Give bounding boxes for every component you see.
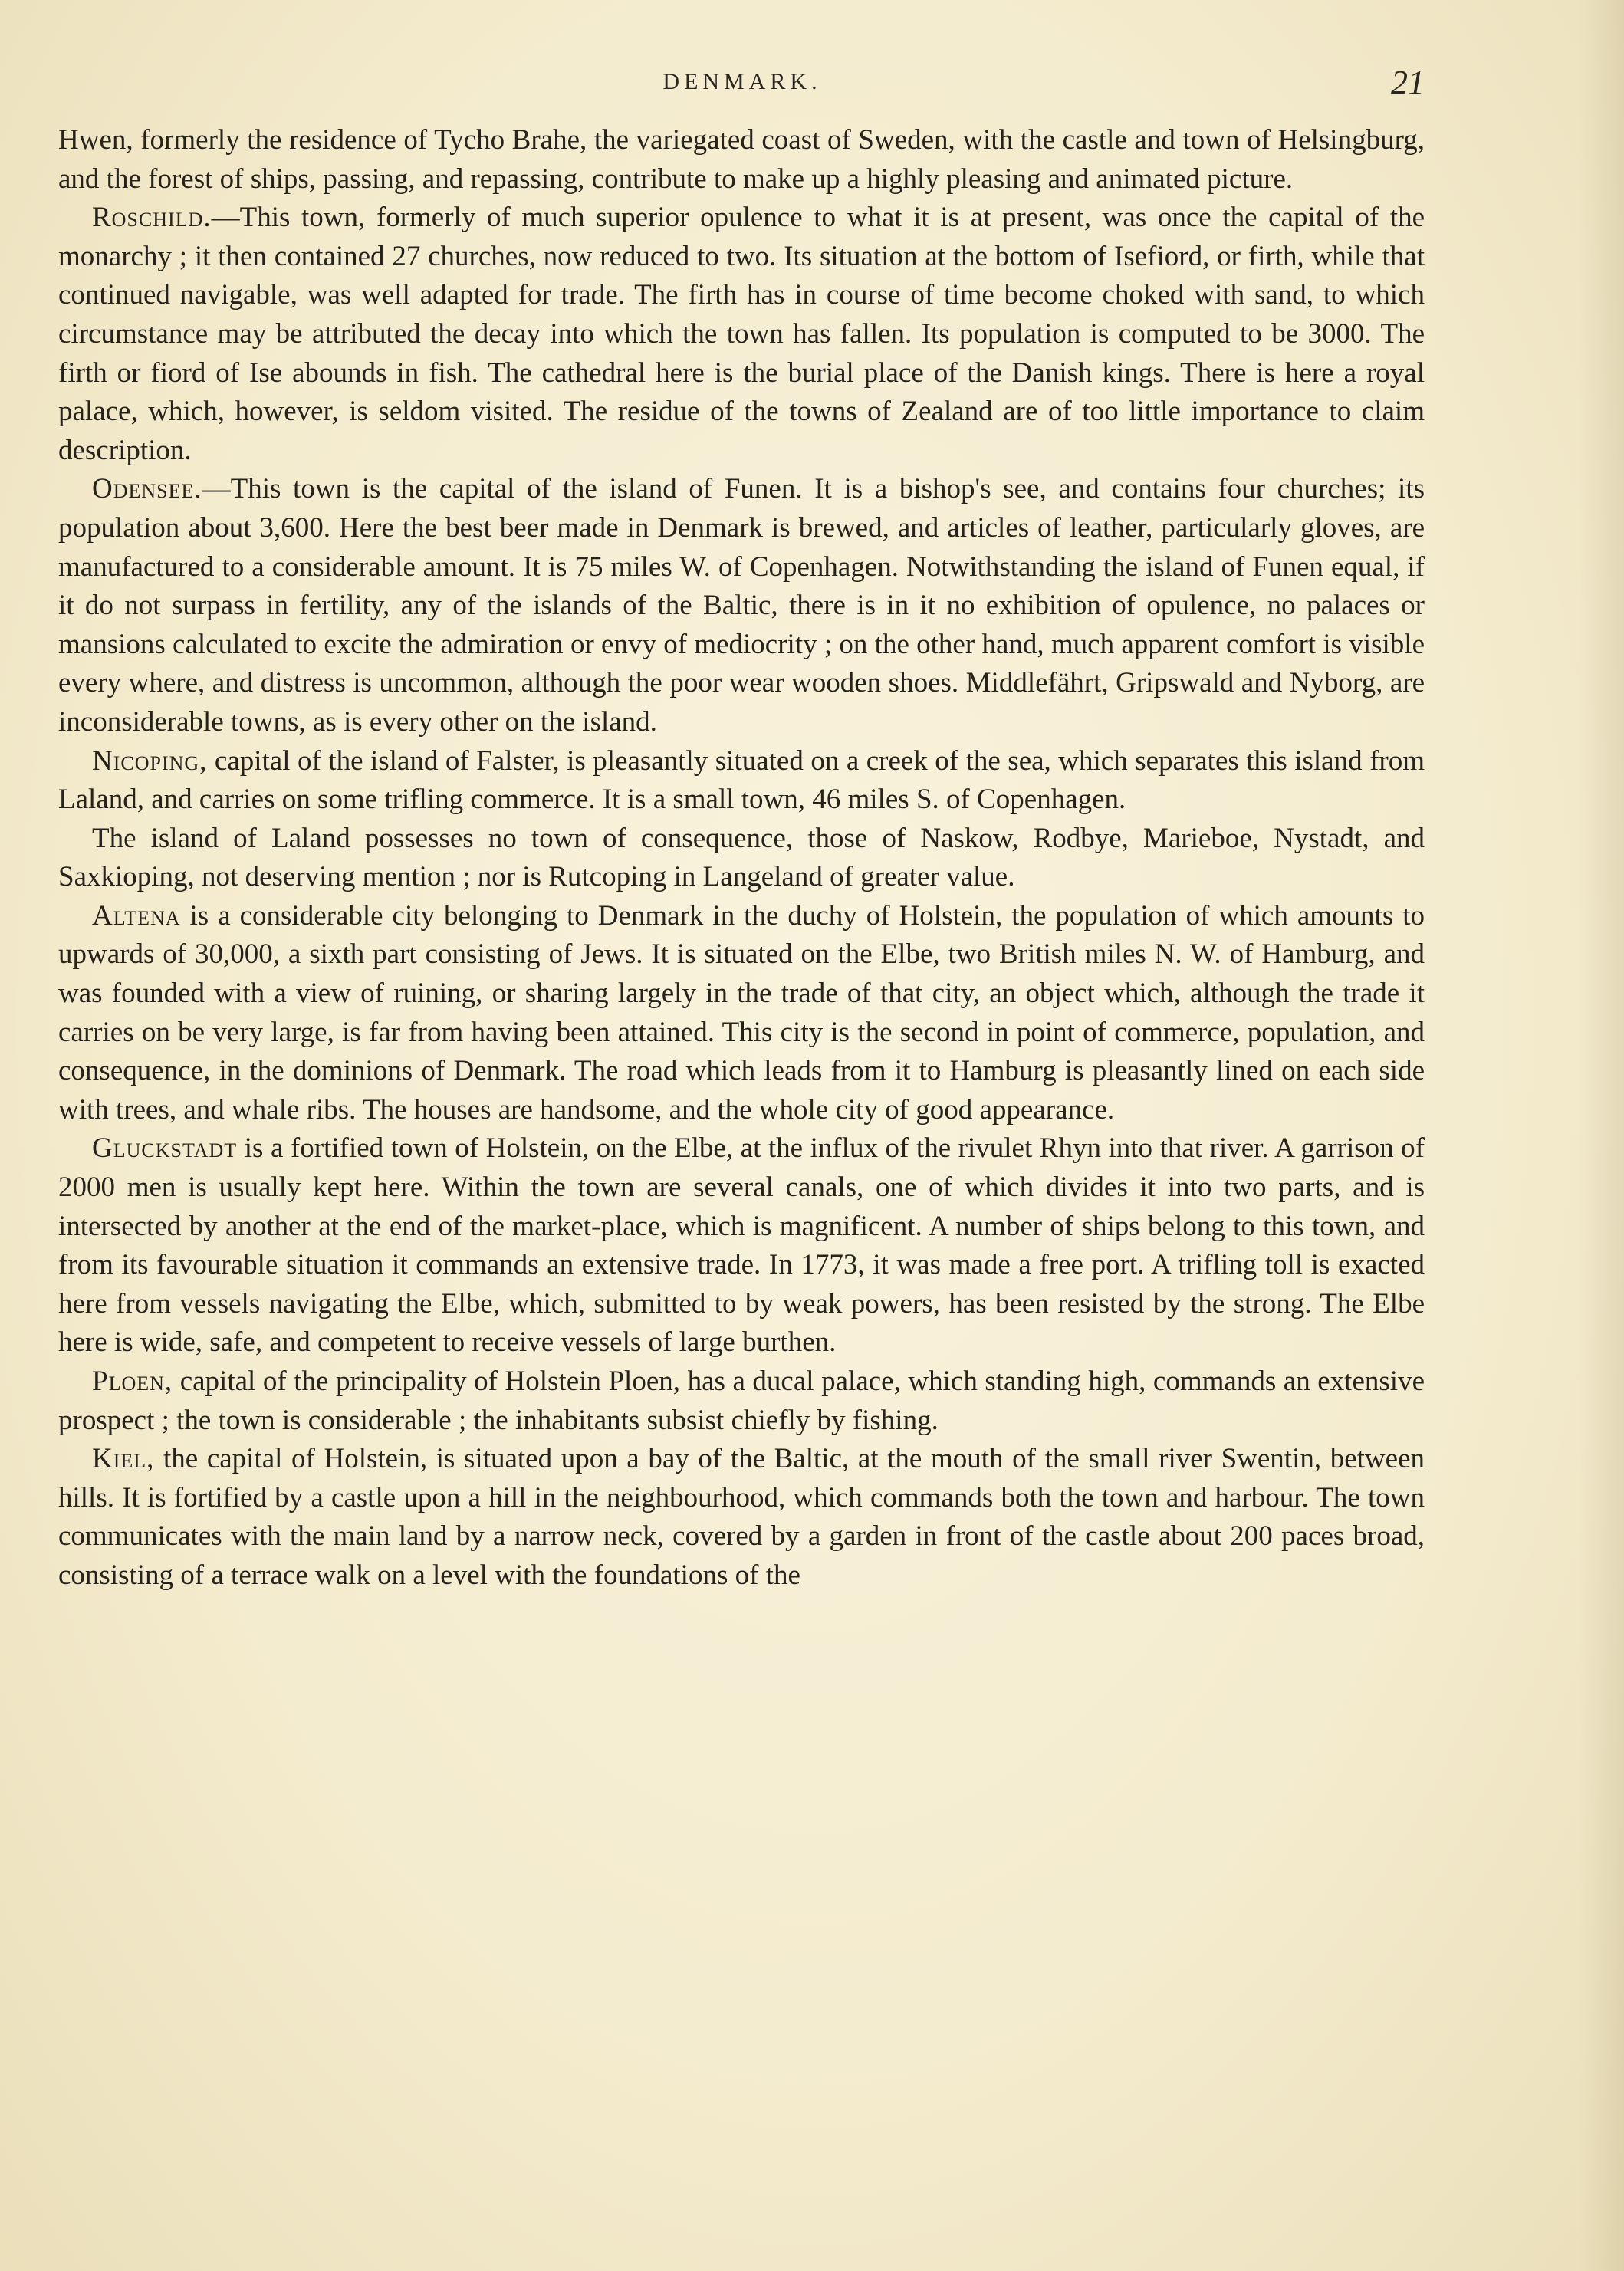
paragraph-body: is a fortified town of Holstein, on the Elbe, at the influx of the rivulet Rhyn into that river. A garrison of 2000 men is usually kept here. Within the town are several canals, one of which divides it into two parts, and is intersected by another at the end of the market-place, which is magnificent. A number of ships belong to this town, and from its favourable situation it commands an extensive trade. In 1773, it was made a free port. A trifling toll is exacted here from vessels navigating the Elbe, which, submitted to by weak powers, has been resisted by the strong. The Elbe here is wide, safe, and competent to receive vessels of large burthen. <box>58 1132 1425 1359</box>
paragraph-gluckstadt <box>58 1129 1425 1362</box>
paragraph-nicoping <box>58 742 1425 820</box>
paragraph-body: —This town is the capital of the island of Funen. It is a bishop's see, and contains four churches; its population about 3,600. Here the best beer made in Denmark is brewed, and articles of leather, particularly gloves, are manufactured to a considerable amount. It is 75 miles W. of Copenhagen. Notwithstanding the island of Funen equal, if it do not surpass in fertility, any of the islands of the Baltic, there is in it no exhibition of opulence, no palaces or mansions calculated to excite the admiration or envy of mediocrity ; on the other hand, much apparent comfort is visible every where, and distress is uncommon, although the poor wear wooden shoes. Middlefährt, Gripswald and Nyborg, are inconsiderable towns, as is every other on the island. <box>58 473 1425 738</box>
place-heading: Ploen, <box>92 1366 173 1397</box>
running-head: DENMARK. <box>662 69 822 94</box>
paragraph-laland <box>58 820 1425 897</box>
paragraph-body: —This town, formerly of much superior opulence to what it is at present, was once the capital of the monarchy ; it then contained 27 churches, now reduced to two. Its situation at the bottom of Isefiord, or firth, while that continued navigable, was well adapted for trade. The firth has in course of time become choked with sand, to which circumstance may be attributed the decay into which the town has fallen. Its population is computed to be 3000. The firth or fiord of Ise abounds in fish. The cathedral here is the burial place of the Danish kings. There is here a royal palace, which, however, is seldom visited. The residue of the towns of Zealand are of too little importance to claim description. <box>58 202 1425 466</box>
paragraph-roschild <box>58 199 1425 470</box>
paragraph-ploen <box>58 1362 1425 1440</box>
place-heading: Nicoping, <box>92 744 208 777</box>
place-heading: Gluckstadt <box>92 1132 238 1165</box>
place-heading: Roschild. <box>92 202 212 234</box>
paragraph-hwen <box>58 121 1425 199</box>
paragraph-body: capital of the island of Falster, is pleasantly situated on a creek of the sea, which separates this island from Laland, and carries on some trifling commerce. It is a small town, 46 miles S. of Copenhagen. <box>58 744 1425 816</box>
paragraph-body: Hwen, formerly the residence of Tycho Brahe, the variegated coast of Sweden, with the castle and town of Helsingburg, and the forest of ships, passing, and repassing, contribute to make up a highly pleasing and animated picture. <box>58 124 1425 195</box>
paragraph-kiel <box>58 1440 1425 1595</box>
page-header <box>60 63 1425 109</box>
paragraph-body: The island of Laland possesses no town of consequence, those of Naskow, Rodbye, Marieboe, Nystadt, and Saxkioping, not deserving mention ; nor is Rutcoping in Langeland of greater value. <box>58 822 1425 893</box>
place-heading: Altena <box>92 899 181 932</box>
paragraph-body: the capital of Holstein, is situated upon a bay of the Baltic, at the mouth of the small river Swentin, between hills. It is fortified by a castle upon a hill in the neighbourhood, which commands both the town and harbour. The town communicates with the main land by a narrow neck, covered by a garden in front of the castle about 200 paces broad, consisting of a terrace walk on a level with the foundations of the <box>58 1443 1425 1591</box>
paragraph-body: is a considerable city belonging to Denmark in the duchy of Holstein, the population of which amounts to upwards of 30,000, a sixth part consisting of Jews. It is situated on the Elbe, two British miles N. W. of Hamburg, and was founded with a view of ruining, or sharing largely in the trade of that city, an object which, although the trade it carries on be very large, is far from having been attained. This city is the second in point of commerce, population, and consequence, in the dominions of Denmark. The road which leads from it to Hamburg is pleasantly lined on each side with trees, and whale ribs. The houses are handsome, and the whole city of good appearance. <box>58 899 1425 1126</box>
body-text <box>58 121 1425 1596</box>
place-heading: Kiel, <box>92 1443 155 1475</box>
paragraph-body: capital of the principality of Holstein Ploen, has a ducal palace, which standing high, commands an extensive prospect ; the town is considerable ; the inhabitants subsist chiefly by fishing. <box>58 1366 1425 1436</box>
paragraph-odensee <box>58 470 1425 741</box>
paragraph-altena <box>58 897 1425 1130</box>
page-number: 21 <box>1391 64 1425 101</box>
place-heading: Odensee. <box>92 473 202 505</box>
